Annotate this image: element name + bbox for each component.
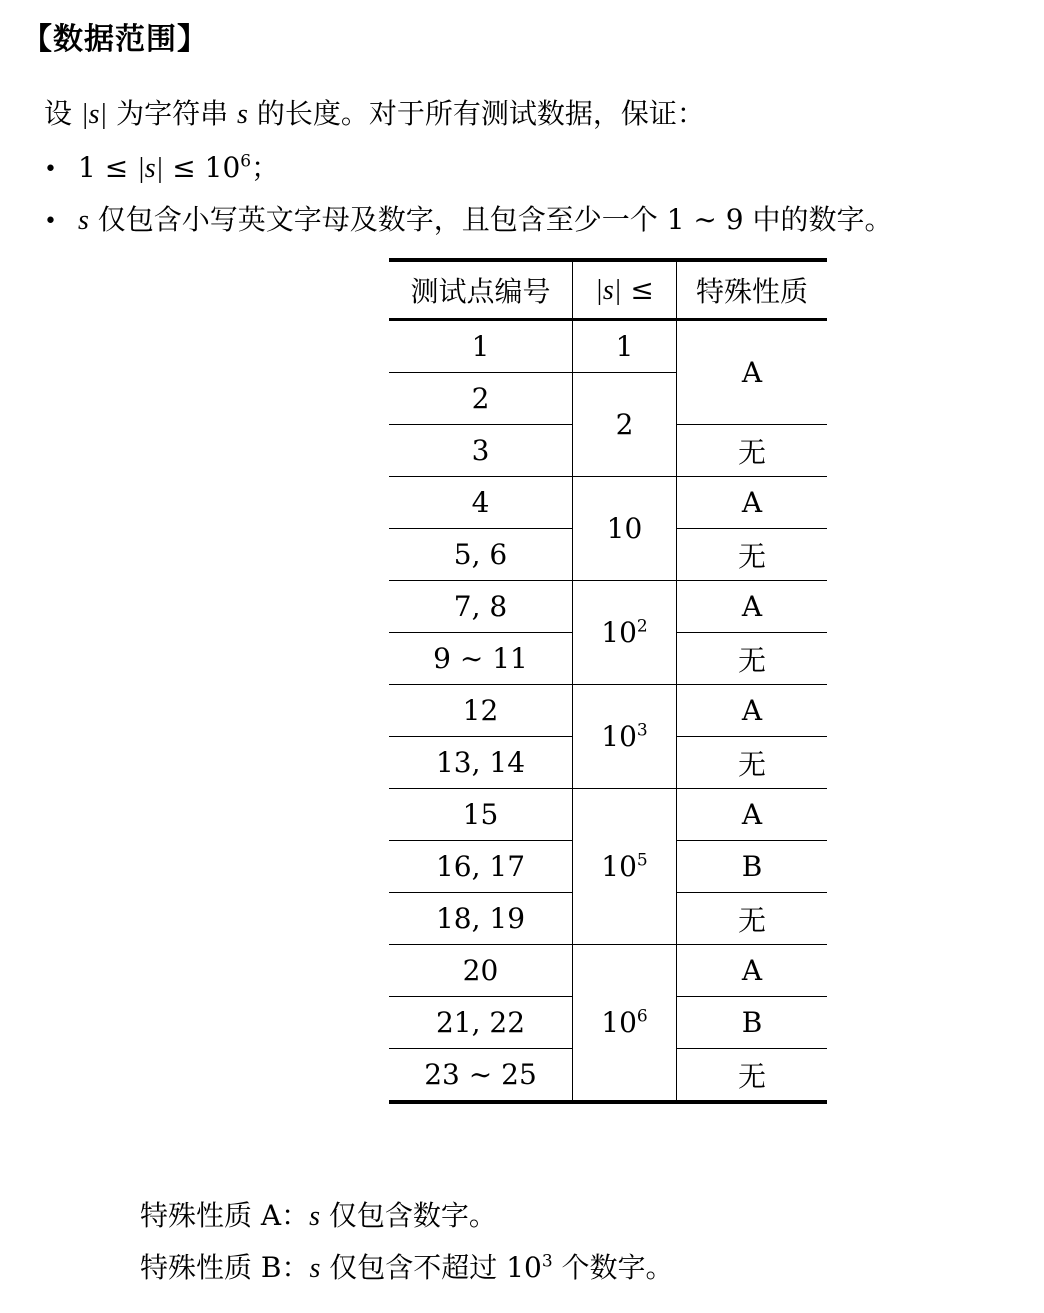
table-row	[389, 945, 827, 997]
testcase-id-cell: 15	[389, 789, 573, 841]
intro-text: 的长度。对于所有测试数据，保证：	[247, 97, 705, 130]
property-cell: B	[677, 841, 828, 893]
property-cell: A	[677, 945, 828, 997]
header-testcase-id: 测试点编号	[389, 260, 573, 320]
table-row	[389, 581, 827, 633]
constraints-table	[389, 258, 827, 1104]
testcase-id-cell: 2	[389, 373, 573, 425]
math-s: s	[309, 1253, 321, 1284]
testcase-id-cell: 12	[389, 685, 573, 737]
testcase-id-cell: 21, 22	[389, 997, 573, 1049]
property-cell: 无	[677, 425, 828, 477]
testcase-id-cell: 23 ∼ 25	[389, 1049, 573, 1103]
math-s: s	[237, 99, 248, 130]
testcase-id-cell: 16, 17	[389, 841, 573, 893]
testcase-id-cell: 9 ∼ 11	[389, 633, 573, 685]
property-cell: A	[677, 477, 828, 529]
note-text: 仅包含数字。	[320, 1199, 497, 1232]
note-text: 特殊性质 A：	[140, 1199, 310, 1232]
property-cell: 无	[677, 633, 828, 685]
property-cell: A	[677, 685, 828, 737]
bullet-text: 1 ≤	[78, 151, 138, 184]
property-cell: 无	[677, 737, 828, 789]
testcase-id-cell: 7, 8	[389, 581, 573, 633]
table-row	[389, 320, 827, 373]
exponent: 3	[541, 1251, 553, 1272]
note-property-b	[140, 1246, 674, 1286]
property-cell: 无	[677, 893, 828, 945]
property-cell: A	[677, 320, 828, 425]
length-cell: 1	[573, 320, 677, 373]
table-row	[389, 685, 827, 737]
exponent: 6	[240, 151, 252, 172]
property-cell: 无	[677, 529, 828, 581]
testcase-id-cell: 18, 19	[389, 893, 573, 945]
bullet-dot: •	[44, 209, 57, 234]
header-property: 特殊性质	[677, 260, 828, 320]
property-cell: B	[677, 997, 828, 1049]
bullet-text: ；	[251, 151, 280, 184]
bullet-dot: •	[44, 157, 57, 182]
property-cell: 无	[737, 1059, 766, 1093]
header-length	[573, 260, 677, 320]
testcase-id-cell: 1	[389, 320, 573, 373]
length-cell: 2	[573, 373, 677, 477]
intro-paragraph	[44, 92, 705, 132]
table-header-row	[389, 260, 827, 320]
length-cell: $10^6$	[573, 945, 677, 1103]
bullet-text: ≤ 10	[163, 151, 241, 184]
note-text: 仅包含不超过 10	[320, 1251, 542, 1284]
property-cell: A	[677, 581, 828, 633]
bullet-item-length	[44, 146, 279, 186]
bullet-text: 仅包含小写英文字母及数字，且包含至少一个 1 ∼ 9 中的数字。	[88, 203, 893, 236]
intro-text: 设	[44, 97, 81, 130]
testcase-id-cell: 5, 6	[389, 529, 573, 581]
bullet-item-charset	[44, 198, 893, 238]
length-cell: $10^3$	[573, 685, 677, 789]
note-property-a	[140, 1194, 497, 1234]
length-cell: 10	[573, 477, 677, 581]
length-cell: $10^2$	[573, 581, 677, 685]
property-cell: A	[677, 789, 828, 841]
section-heading: 【数据范围】	[22, 22, 208, 57]
testcase-id-cell: 3	[389, 425, 573, 477]
testcase-id-cell: 20	[389, 945, 573, 997]
math-abs-s: |s|	[137, 153, 164, 184]
math-abs-s: |s|	[595, 275, 622, 306]
length-cell: $10^5$	[573, 789, 677, 945]
table-row	[389, 789, 827, 841]
math-abs-s: |s|	[80, 99, 108, 130]
testcase-id-cell: 13, 14	[389, 737, 573, 789]
header-op: ≤	[621, 273, 654, 306]
table-row	[389, 477, 827, 529]
testcase-id-cell: 4	[389, 477, 573, 529]
intro-text: 为字符串	[107, 97, 238, 130]
math-s: s	[309, 1201, 321, 1232]
note-text: 个数字。	[552, 1251, 674, 1284]
note-text: 特殊性质 B：	[140, 1251, 310, 1284]
math-s: s	[78, 205, 89, 236]
